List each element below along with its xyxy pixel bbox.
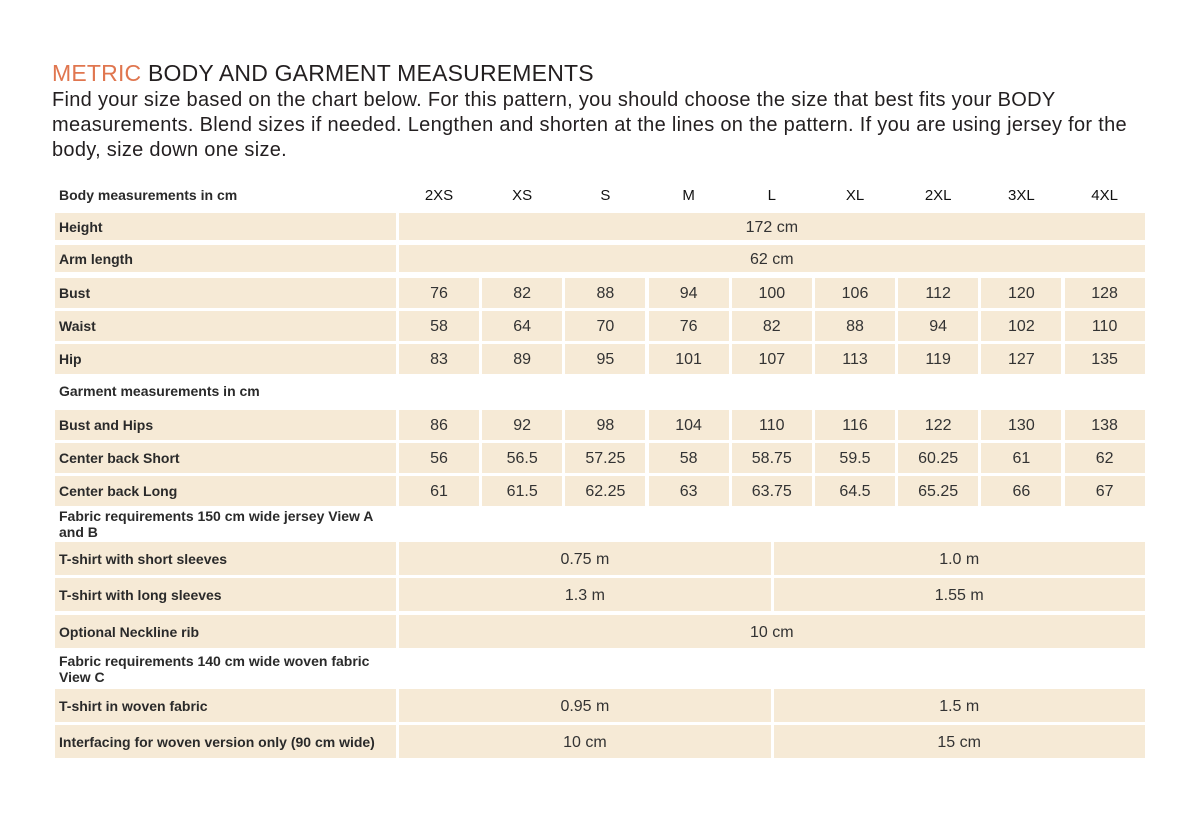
body-section-label: Body measurements in cm [59, 187, 238, 203]
measurement-cell: 113 [815, 344, 895, 374]
row-label: Interfacing for woven version only (90 cm wide) [55, 725, 396, 758]
size-header-3xl: 3XL [1008, 186, 1035, 204]
span-value: 10 cm [399, 615, 1145, 648]
intro-line: body, size down one size. [52, 139, 288, 161]
size-header-2xs: 2XS [424, 186, 454, 204]
measurement-cell: 58 [649, 443, 729, 473]
measurement-cell: 112 [898, 278, 978, 308]
measurement-cell: 106 [815, 278, 895, 308]
measurement-cell: 102 [981, 311, 1061, 341]
measurement-cell: 57.25 [565, 443, 645, 473]
measurement-cell: 66 [981, 476, 1061, 506]
measurement-cell: 62 [1065, 443, 1145, 473]
size-header-4xl: 4XL [1091, 186, 1118, 204]
fabric-small-sizes: 0.75 m [399, 542, 771, 575]
fabric-large-sizes: 1.5 m [774, 689, 1145, 722]
span-value: 172 cm [399, 213, 1145, 240]
measurement-cell: 92 [482, 410, 562, 440]
measurement-cell: 94 [898, 311, 978, 341]
row-label: T-shirt with short sleeves [55, 542, 396, 575]
measurement-cell: 63 [649, 476, 729, 506]
measurement-cell: 82 [732, 311, 812, 341]
measurement-cell: 62.25 [565, 476, 645, 506]
measurement-cell: 94 [649, 278, 729, 308]
size-header-m: M [682, 186, 695, 204]
measurement-cell: 127 [981, 344, 1061, 374]
measurement-cell: 76 [399, 278, 479, 308]
size-header-xs: XS [512, 186, 533, 204]
measurement-cell: 61.5 [482, 476, 562, 506]
measurement-cell: 60.25 [898, 443, 978, 473]
intro-text [52, 88, 1152, 163]
row-label: Height [55, 213, 396, 240]
fabric-small-sizes: 1.3 m [399, 578, 771, 611]
measurement-cell: 58.75 [732, 443, 812, 473]
measurement-cell: 110 [1065, 311, 1145, 341]
page-heading [52, 58, 1152, 163]
fabric-large-sizes: 1.55 m [774, 578, 1145, 611]
intro-line: Find your size based on the chart below. For this pattern, you should choose the size that best fits your BODY [52, 89, 1056, 111]
fabric-woven-section-label: Fabric requirements 140 cm wide woven fabric View C [59, 653, 370, 685]
measurement-cell: 64 [482, 311, 562, 341]
measurement-cell: 107 [732, 344, 812, 374]
measurement-cell: 58 [399, 311, 479, 341]
measurement-cell: 122 [898, 410, 978, 440]
measurement-cell: 56 [399, 443, 479, 473]
fabric-small-sizes: 0.95 m [399, 689, 771, 722]
measurement-cell: 89 [482, 344, 562, 374]
row-label: T-shirt with long sleeves [55, 578, 396, 611]
row-label: Bust and Hips [55, 410, 396, 440]
measurement-cell: 104 [649, 410, 729, 440]
measurement-cell: 128 [1065, 278, 1145, 308]
size-chart-table [55, 178, 1145, 758]
measurement-cell: 56.5 [482, 443, 562, 473]
measurement-cell: 119 [898, 344, 978, 374]
row-label: Hip [55, 344, 396, 374]
measurement-cell: 98 [565, 410, 645, 440]
size-header-l: L [767, 186, 776, 204]
fabric-jersey-section-label: Fabric requirements 150 cm wide jersey View A and B [59, 508, 373, 540]
measurement-cell: 61 [981, 443, 1061, 473]
measurement-cell: 64.5 [815, 476, 895, 506]
measurement-cell: 101 [649, 344, 729, 374]
measurement-cell: 135 [1065, 344, 1145, 374]
measurement-cell: 130 [981, 410, 1061, 440]
measurement-cell: 65.25 [898, 476, 978, 506]
page-title [52, 58, 1152, 88]
title-accent: METRIC [52, 60, 142, 86]
measurement-cell: 61 [399, 476, 479, 506]
measurement-cell: 116 [815, 410, 895, 440]
fabric-small-sizes: 10 cm [399, 725, 771, 758]
measurement-cell: 83 [399, 344, 479, 374]
measurement-cell: 110 [732, 410, 812, 440]
measurement-cell: 82 [482, 278, 562, 308]
size-header-2xl: 2XL [924, 186, 952, 204]
measurement-cell: 95 [565, 344, 645, 374]
intro-line: measurements. Blend sizes if needed. Lengthen and shorten at the lines on the pattern. If you are using jersey for the [52, 114, 1127, 136]
measurement-cell: 67 [1065, 476, 1145, 506]
measurement-cell: 88 [565, 278, 645, 308]
garment-section-label: Garment measurements in cm [59, 383, 260, 399]
row-label: Center back Long [55, 476, 396, 506]
measurement-cell: 138 [1065, 410, 1145, 440]
measurement-cell: 63.75 [732, 476, 812, 506]
measurement-cell: 88 [815, 311, 895, 341]
title-rest: BODY AND GARMENT MEASUREMENTS [147, 60, 594, 86]
row-label: Bust [55, 278, 396, 308]
measurement-cell: 76 [649, 311, 729, 341]
row-label: T-shirt in woven fabric [55, 689, 396, 722]
fabric-large-sizes: 1.0 m [774, 542, 1145, 575]
measurement-cell: 70 [565, 311, 645, 341]
measurement-cell: 86 [399, 410, 479, 440]
row-label: Arm length [55, 245, 396, 272]
span-value: 62 cm [399, 245, 1145, 272]
row-label: Optional Neckline rib [55, 615, 396, 648]
size-header-xl: XL [845, 186, 865, 204]
measurement-cell: 59.5 [815, 443, 895, 473]
measurement-cell: 120 [981, 278, 1061, 308]
row-label: Center back Short [55, 443, 396, 473]
size-header-s: S [600, 186, 611, 204]
fabric-large-sizes: 15 cm [774, 725, 1145, 758]
row-label: Waist [55, 311, 396, 341]
measurement-cell: 100 [732, 278, 812, 308]
